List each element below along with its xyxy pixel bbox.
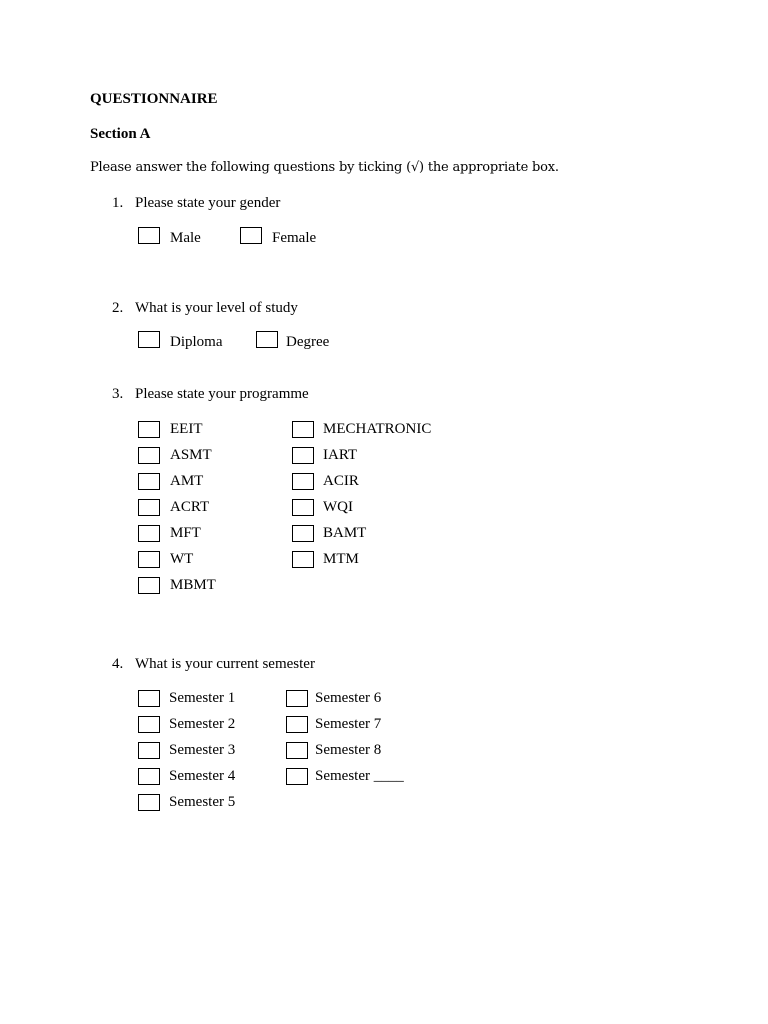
question-2-number: 2. bbox=[112, 300, 124, 316]
question-3-text: Please state your programme bbox=[135, 386, 309, 402]
option-label-programme: EEIT bbox=[170, 421, 203, 437]
question-1-text: Please state your gender bbox=[135, 195, 281, 211]
checkbox-male[interactable] bbox=[138, 227, 160, 244]
option-label-programme: MBMT bbox=[170, 577, 216, 593]
checkbox-programme-wt[interactable] bbox=[138, 551, 160, 568]
checkbox-programme-eeit[interactable] bbox=[138, 421, 160, 438]
checkbox-programme-mbmt[interactable] bbox=[138, 577, 160, 594]
option-label-semester-other: Semester ____ bbox=[315, 768, 404, 784]
option-label-semester: Semester 5 bbox=[169, 794, 236, 810]
checkbox-semester-5[interactable] bbox=[138, 794, 160, 811]
option-label-semester: Semester 7 bbox=[315, 716, 382, 732]
checkbox-semester-1[interactable] bbox=[138, 690, 160, 707]
option-label-semester: Semester 2 bbox=[169, 716, 236, 732]
checkbox-semester-3[interactable] bbox=[138, 742, 160, 759]
option-label-male: Male bbox=[170, 230, 201, 246]
document-title: QUESTIONNAIRE bbox=[90, 91, 218, 107]
checkbox-programme-mechatronic[interactable] bbox=[292, 421, 314, 438]
checkbox-diploma[interactable] bbox=[138, 331, 160, 348]
checkbox-semester-6[interactable] bbox=[286, 690, 308, 707]
option-label-semester: Semester 1 bbox=[169, 690, 236, 706]
checkbox-semester-4[interactable] bbox=[138, 768, 160, 785]
option-label-programme: IART bbox=[323, 447, 358, 463]
checkbox-programme-mtm[interactable] bbox=[292, 551, 314, 568]
option-label-female: Female bbox=[272, 230, 317, 246]
instruction-text: Please answer the following questions by ticking (√) the appropriate box. bbox=[90, 160, 559, 175]
checkbox-semester-other[interactable] bbox=[286, 768, 308, 785]
question-2-text: What is your level of study bbox=[135, 300, 298, 316]
checkbox-semester-8[interactable] bbox=[286, 742, 308, 759]
checkbox-programme-acrt[interactable] bbox=[138, 499, 160, 516]
checkbox-programme-wqi[interactable] bbox=[292, 499, 314, 516]
checkbox-semester-2[interactable] bbox=[138, 716, 160, 733]
question-1-number: 1. bbox=[112, 195, 124, 211]
option-label-programme: ACIR bbox=[323, 473, 359, 489]
option-label-semester: Semester 3 bbox=[169, 742, 236, 758]
option-label-programme: BAMT bbox=[323, 525, 367, 541]
option-label-programme: MFT bbox=[170, 525, 201, 541]
option-label-programme: ASMT bbox=[170, 447, 212, 463]
checkbox-female[interactable] bbox=[240, 227, 262, 244]
option-label-programme: MTM bbox=[323, 551, 359, 567]
option-label-programme: ACRT bbox=[170, 499, 210, 515]
question-4-text: What is your current semester bbox=[135, 656, 315, 672]
checkbox-degree[interactable] bbox=[256, 331, 278, 348]
checkbox-programme-iart[interactable] bbox=[292, 447, 314, 464]
question-4-number: 4. bbox=[112, 656, 124, 672]
option-label-semester: Semester 6 bbox=[315, 690, 382, 706]
option-label-programme: MECHATRONIC bbox=[323, 421, 432, 437]
option-label-programme: AMT bbox=[170, 473, 204, 489]
checkbox-programme-amt[interactable] bbox=[138, 473, 160, 490]
option-label-semester: Semester 4 bbox=[169, 768, 236, 784]
option-label-programme: WQI bbox=[323, 499, 353, 515]
option-label-semester: Semester 8 bbox=[315, 742, 382, 758]
checkbox-programme-asmt[interactable] bbox=[138, 447, 160, 464]
checkbox-programme-acir[interactable] bbox=[292, 473, 314, 490]
option-label-programme: WT bbox=[170, 551, 194, 567]
checkbox-semester-7[interactable] bbox=[286, 716, 308, 733]
checkbox-programme-bamt[interactable] bbox=[292, 525, 314, 542]
section-heading: Section A bbox=[90, 126, 151, 142]
option-label-diploma: Diploma bbox=[170, 334, 223, 350]
question-3-number: 3. bbox=[112, 386, 124, 402]
checkbox-programme-mft[interactable] bbox=[138, 525, 160, 542]
option-label-degree: Degree bbox=[286, 334, 330, 350]
